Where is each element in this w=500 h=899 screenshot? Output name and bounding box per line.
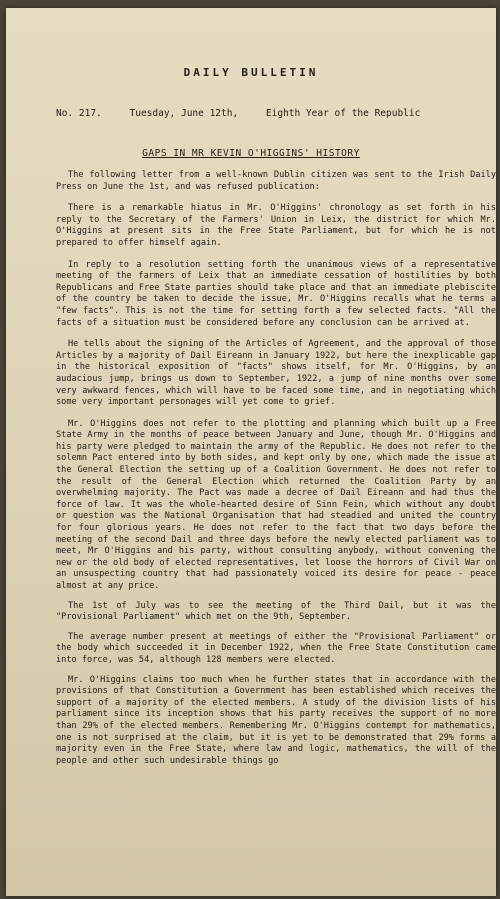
paragraph: Mr. O'Higgins claims too much when he further states that in accordance with the provisions of that Constitution a Government has been established which receives the support of a majority of the elected members. A study of the division lists of his parliament since its inception shows that his party receives the support of no more than 29% of the elected members. Remembering Mr. O'Higgins contempt for mathematics, one is not surprised at the claim, but it is yet to be demonstrated that 29% forms a majority even in the Free State, where law and logic, mathematics, the will of the people and other such undesirable things go [56,674,496,766]
paragraph: The following letter from a well-known Dublin citizen was sent to the Irish Daily Press on June the 1st, and was refused publication: [56,170,496,192]
article-body [56,170,496,775]
dateline [56,108,442,119]
article-heading: GAPS IN MR KEVIN O'HIGGINS' HISTORY [142,148,360,159]
bulletin-page [6,8,496,896]
issue-number: No. 217. [56,108,102,119]
issue-date: Tuesday, June 12th, [129,108,239,119]
paragraph: The average number present at meetings of either the "Provisional Parliament" or the body which succeeded it in December 1922, when the Free State Constitution came into force, was 54, although 128 members were elected. [56,631,496,665]
paragraph: There is a remarkable hiatus in Mr. O'Higgins' chronology as set forth in his reply to the Secretary of the Farmers' Union in Leix, the district for which Mr. O'Higgins at present sits in the Free State Parliament, but for which he is not prepared to offer himself again. [56,203,496,248]
paragraph: In reply to a resolution setting forth the unanimous views of a representative meeting of the farmers of Leix that an immediate cessation of hostilities by both Republicans and Free State parties should take place and that an immediate plebiscite of the country be taken to decide the issue, Mr. O'Higgins recalls what he terms a "few facts". This is not the time for setting forth a few selected facts. "All the facts of a situation must be considered before any conclusion can be arrived at. [56,259,496,328]
year-note: Eighth Year of the Republic [265,108,421,119]
paragraph: Mr. O'Higgins does not refer to the plotting and planning which built up a Free State Army in the months of peace between January and June, though Mr. O'Higgins and his party were pledged to maintain the army of the Republic. He does not refer to the solemn Pact entered into by both sides, and kept only by one, which made the issue at the General Election the setting up of a Coalition Government. He does not refer to the result of the General Election which returned the Coalition Party by an overwhelming majority. The Pact was made a decree of Dail Eireann and had thus the force of law. It was the whole-hearted desire of Sinn Fein, which without any doubt or question was the National Organisation that had steadied and united the country for four glorious years. He does not refer to the fact that two days before the meeting of the second Dail and three days before the newly elected parliament was to meet, Mr O'Higgins and his party, without consulting anybody, without convening the new or the old body of elected representatives, let loose the horrors of Civil War on an unsuspecting country that had passionately voiced its desire for peace - peace almost at any price. [56,418,496,591]
masthead-title: DAILY BULLETIN [183,66,319,79]
paragraph: He tells about the signing of the Articles of Agreement, and the approval of those Articles by a majority of Dail Eireann in January 1922, but here the inexplicable gap in the historical exposition of "facts" shows itself, for Mr. O'Higgins, by an audacious jump, brings us down to September, 1922, a jump of nine months over some very awkward fences, which will have to be faced some time, and in negotiating which some very important personages will yet come to grief. [56,339,496,408]
paragraph: The 1st of July was to see the meeting of the Third Dail, but it was the "Provisional Parliament" which met on the 9th, September. [56,600,496,623]
